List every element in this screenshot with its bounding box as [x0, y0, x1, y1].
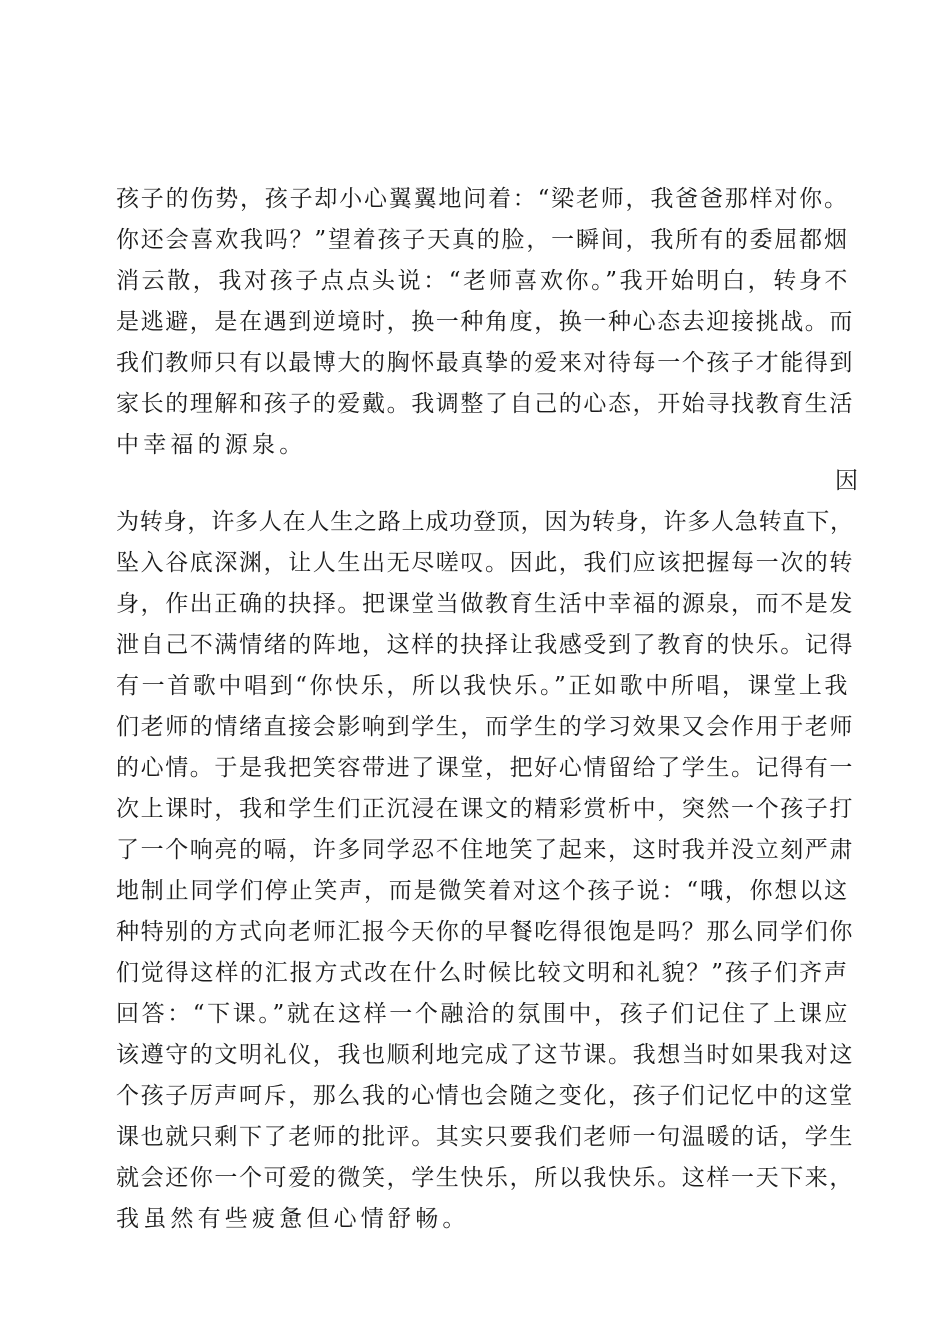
- paragraph-first-char: 因: [835, 468, 858, 494]
- text-line: 消云散，我对孩子点点头说：“老师喜欢你。”我开始明白，转身不: [116, 268, 851, 294]
- text-line: 我们教师只有以最博大的胸怀最真挚的爱来对待每一个孩子才能得到: [116, 350, 854, 376]
- text-line: 次上课时，我和学生们正沉浸在课文的精彩赏析中，突然一个孩子打: [116, 796, 854, 822]
- text-line: 孩子的伤势，孩子却小心翼翼地问着：“梁老师，我爸爸那样对你。: [116, 186, 849, 212]
- text-line: 地制止同学们停止笑声，而是微笑着对这个孩子说：“哦，你想以这: [116, 878, 849, 904]
- text-line: 个孩子厉声呵斥，那么我的心情也会随之变化，孩子们记忆中的这堂: [116, 1083, 854, 1109]
- text-line: 身，作出正确的抉择。把课堂当做教育生活中幸福的源泉，而不是发: [116, 591, 854, 617]
- text-line: 就会还你一个可爱的微笑，学生快乐，所以我快乐。这样一天下来，: [116, 1165, 854, 1191]
- text-line: 们老师的情绪直接会影响到学生，而学生的学习效果又会作用于老师: [116, 714, 854, 740]
- text-line: 你还会喜欢我吗？”望着孩子天真的脸，一瞬间，我所有的委屈都烟: [116, 227, 849, 253]
- text-line: 为转身，许多人在人生之路上成功登顶，因为转身，许多人急转直下，: [116, 509, 854, 535]
- text-line: 坠入谷底深渊，让人生出无尽嗟叹。因此，我们应该把握每一次的转: [116, 550, 854, 576]
- text-line: 泄自己不满情绪的阵地，这样的抉择让我感受到了教育的快乐。记得: [116, 632, 854, 658]
- text-line: 回答：“下课。”就在这样一个融洽的氛围中，孩子们记住了上课应: [116, 1001, 851, 1027]
- text-line: 的心情。于是我把笑容带进了课堂，把好心情留给了学生。记得有一: [116, 755, 854, 781]
- text-line: 们觉得这样的汇报方式改在什么时候比较文明和礼貌？”孩子们齐声: [116, 960, 849, 986]
- text-line: 种特别的方式向老师汇报今天你的早餐吃得很饱是吗？那么同学们你: [116, 919, 854, 945]
- text-line: 家长的理解和孩子的爱戴。我调整了自己的心态，开始寻找教育生活: [116, 391, 854, 417]
- text-line: 课也就只剩下了老师的批评。其实只要我们老师一句温暖的话，学生: [116, 1124, 854, 1150]
- text-line: 是逃避，是在遇到逆境时，换一种角度，换一种心态去迎接挑战。而: [116, 309, 854, 335]
- text-line: 有一首歌中唱到“你快乐，所以我快乐。”正如歌中所唱，课堂上我: [116, 673, 851, 699]
- text-line: 该遵守的文明礼仪，我也顺利地完成了这节课。我想当时如果我对这: [116, 1042, 854, 1068]
- text-line: 我虽然有些疲惫但心情舒畅。: [116, 1206, 470, 1232]
- text-line: 了一个响亮的嗝，许多同学忍不住地笑了起来，这时我并没立刻严肃: [116, 837, 854, 863]
- text-line: 中幸福的源泉。: [116, 432, 307, 458]
